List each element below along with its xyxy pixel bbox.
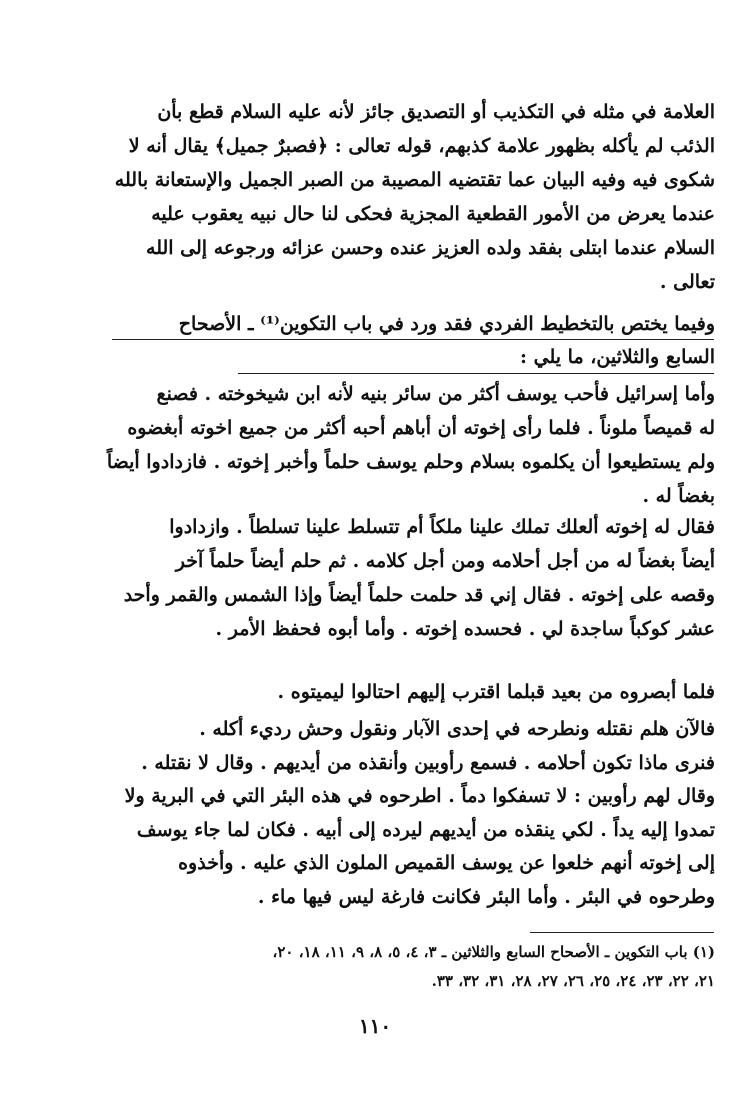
text-line: بغضاً له . (642, 485, 715, 507)
paragraph-4 (95, 510, 715, 646)
footnote (95, 938, 715, 996)
text-line: شكوى فيه وفيه البيان عما تقتضيه المصيبة من الصبر الجميل والإستعانة بالله (114, 169, 715, 191)
text-line: وطرحوه في البئر . وأما البئر فكانت فارغة ليس فيها ماء . (257, 885, 715, 908)
text-line: فقال له إخوته ألعلك تملك علينا ملكاً أم تتسلط علينا تسلطاً . وازدادوا (169, 516, 715, 538)
page-number: ١١٠ (358, 1014, 392, 1038)
underline-rule (238, 373, 714, 374)
paragraph-1 (95, 95, 715, 299)
footnote-line: ٢١، ٢٢، ٢٣، ٢٤، ٢٥، ٢٦، ٢٧، ٢٨، ٣١، ٣٢، ٣٣. (431, 972, 715, 990)
text-line: تعالى . (659, 271, 715, 293)
paragraph-2-underlined-intro (95, 308, 715, 374)
paragraph-6 (95, 713, 715, 914)
text-line: له قميصاً ملوناً . فلما رأى إخوته أن أباهم أحبه أكثر من جميع اخوته أبغضوه (127, 417, 715, 439)
text-line: إلى إخوته أنهم خلعوا عن يوسف القميص الملون الذي عليه . وأخذوه (178, 852, 715, 874)
text-line: ولم يستطيعوا أن يكلموه بسلام وحلم يوسف حلماً وأخبر إخوته . فازدادوا أيضاً (106, 451, 715, 473)
text-line: فالآن هلم نقتله ونطرحه في إحدى الآبار ونقول وحش رديء أكله . (199, 718, 715, 740)
text-line: السلام عندما ابتلى بفقد ولده العزيز عنده وحسن عزائه ورجوعه إلى الله (146, 237, 715, 259)
footnote-line: (١) باب التكوين ـ الأصحاح السابع والثلاثين ـ ٣، ٤، ٥، ٨، ٩، ١١، ١٨، ٢٠، (272, 943, 715, 961)
text-line: الذئب لم يأكله بظهور علامة كذبهم، قوله تعالى : ﴿فصبرٌ جميل﴾ يقال أنه لا (128, 135, 715, 157)
text-line: عشر كوكباً ساجدة لي . فحسده إخوته . وأما أبوه فحفظ الأمر . (215, 618, 715, 640)
text-line: العلامة في مثله في التكذيب أو التصديق جائز لأنه عليه السلام قطع بأن (157, 101, 715, 123)
paragraph-5 (95, 675, 715, 709)
text-line: السابع والثلاثين، ما يلي : (520, 346, 715, 368)
text-line: وقصه على إخوته . فقال إني قد حلمت حلماً أيضاً وإذا الشمس والقمر وأحد (123, 584, 715, 606)
underline-rule (112, 339, 714, 340)
text-line: وفيما يختص بالتخطيط الفردي فقد ورد في باب التكوين⁽¹⁾ ـ الأصحاح (178, 313, 715, 335)
text-line: وأما إسرائيل فأحب يوسف أكثر من سائر بنيه لأنه ابن شيخوخته . فصنع (156, 383, 715, 405)
paragraph-3 (95, 377, 715, 513)
text-line: تمدوا إليه يداً . لكي ينقذه من أيديهم ليرده إلى أبيه . فكان لما جاء يوسف (136, 818, 715, 841)
text-line: فلما أبصروه من بعيد قبلما اقترب إليهم احتالوا ليميتوه . (277, 681, 715, 703)
text-line: أيضاً بغضاً له من أجل أحلامه ومن أجل كلامه . ثم حلم أيضاً حلماً آخر (175, 550, 715, 572)
text-line: عندما يعرض من الأمور القطعية المجزية فحكى لنا حال نبيه يعقوب عليه (151, 203, 715, 225)
footnote-divider (530, 932, 714, 933)
text-line: فنرى ماذا تكون أحلامه . فسمع رأوبين وأنقذه من أيديهم . وقال لا نقتله . (141, 751, 715, 774)
text-line: وقال لهم رأوبين : لا تسفكوا دماً . اطرحوه في هذه البئر التي في البرية ولا (124, 785, 715, 807)
